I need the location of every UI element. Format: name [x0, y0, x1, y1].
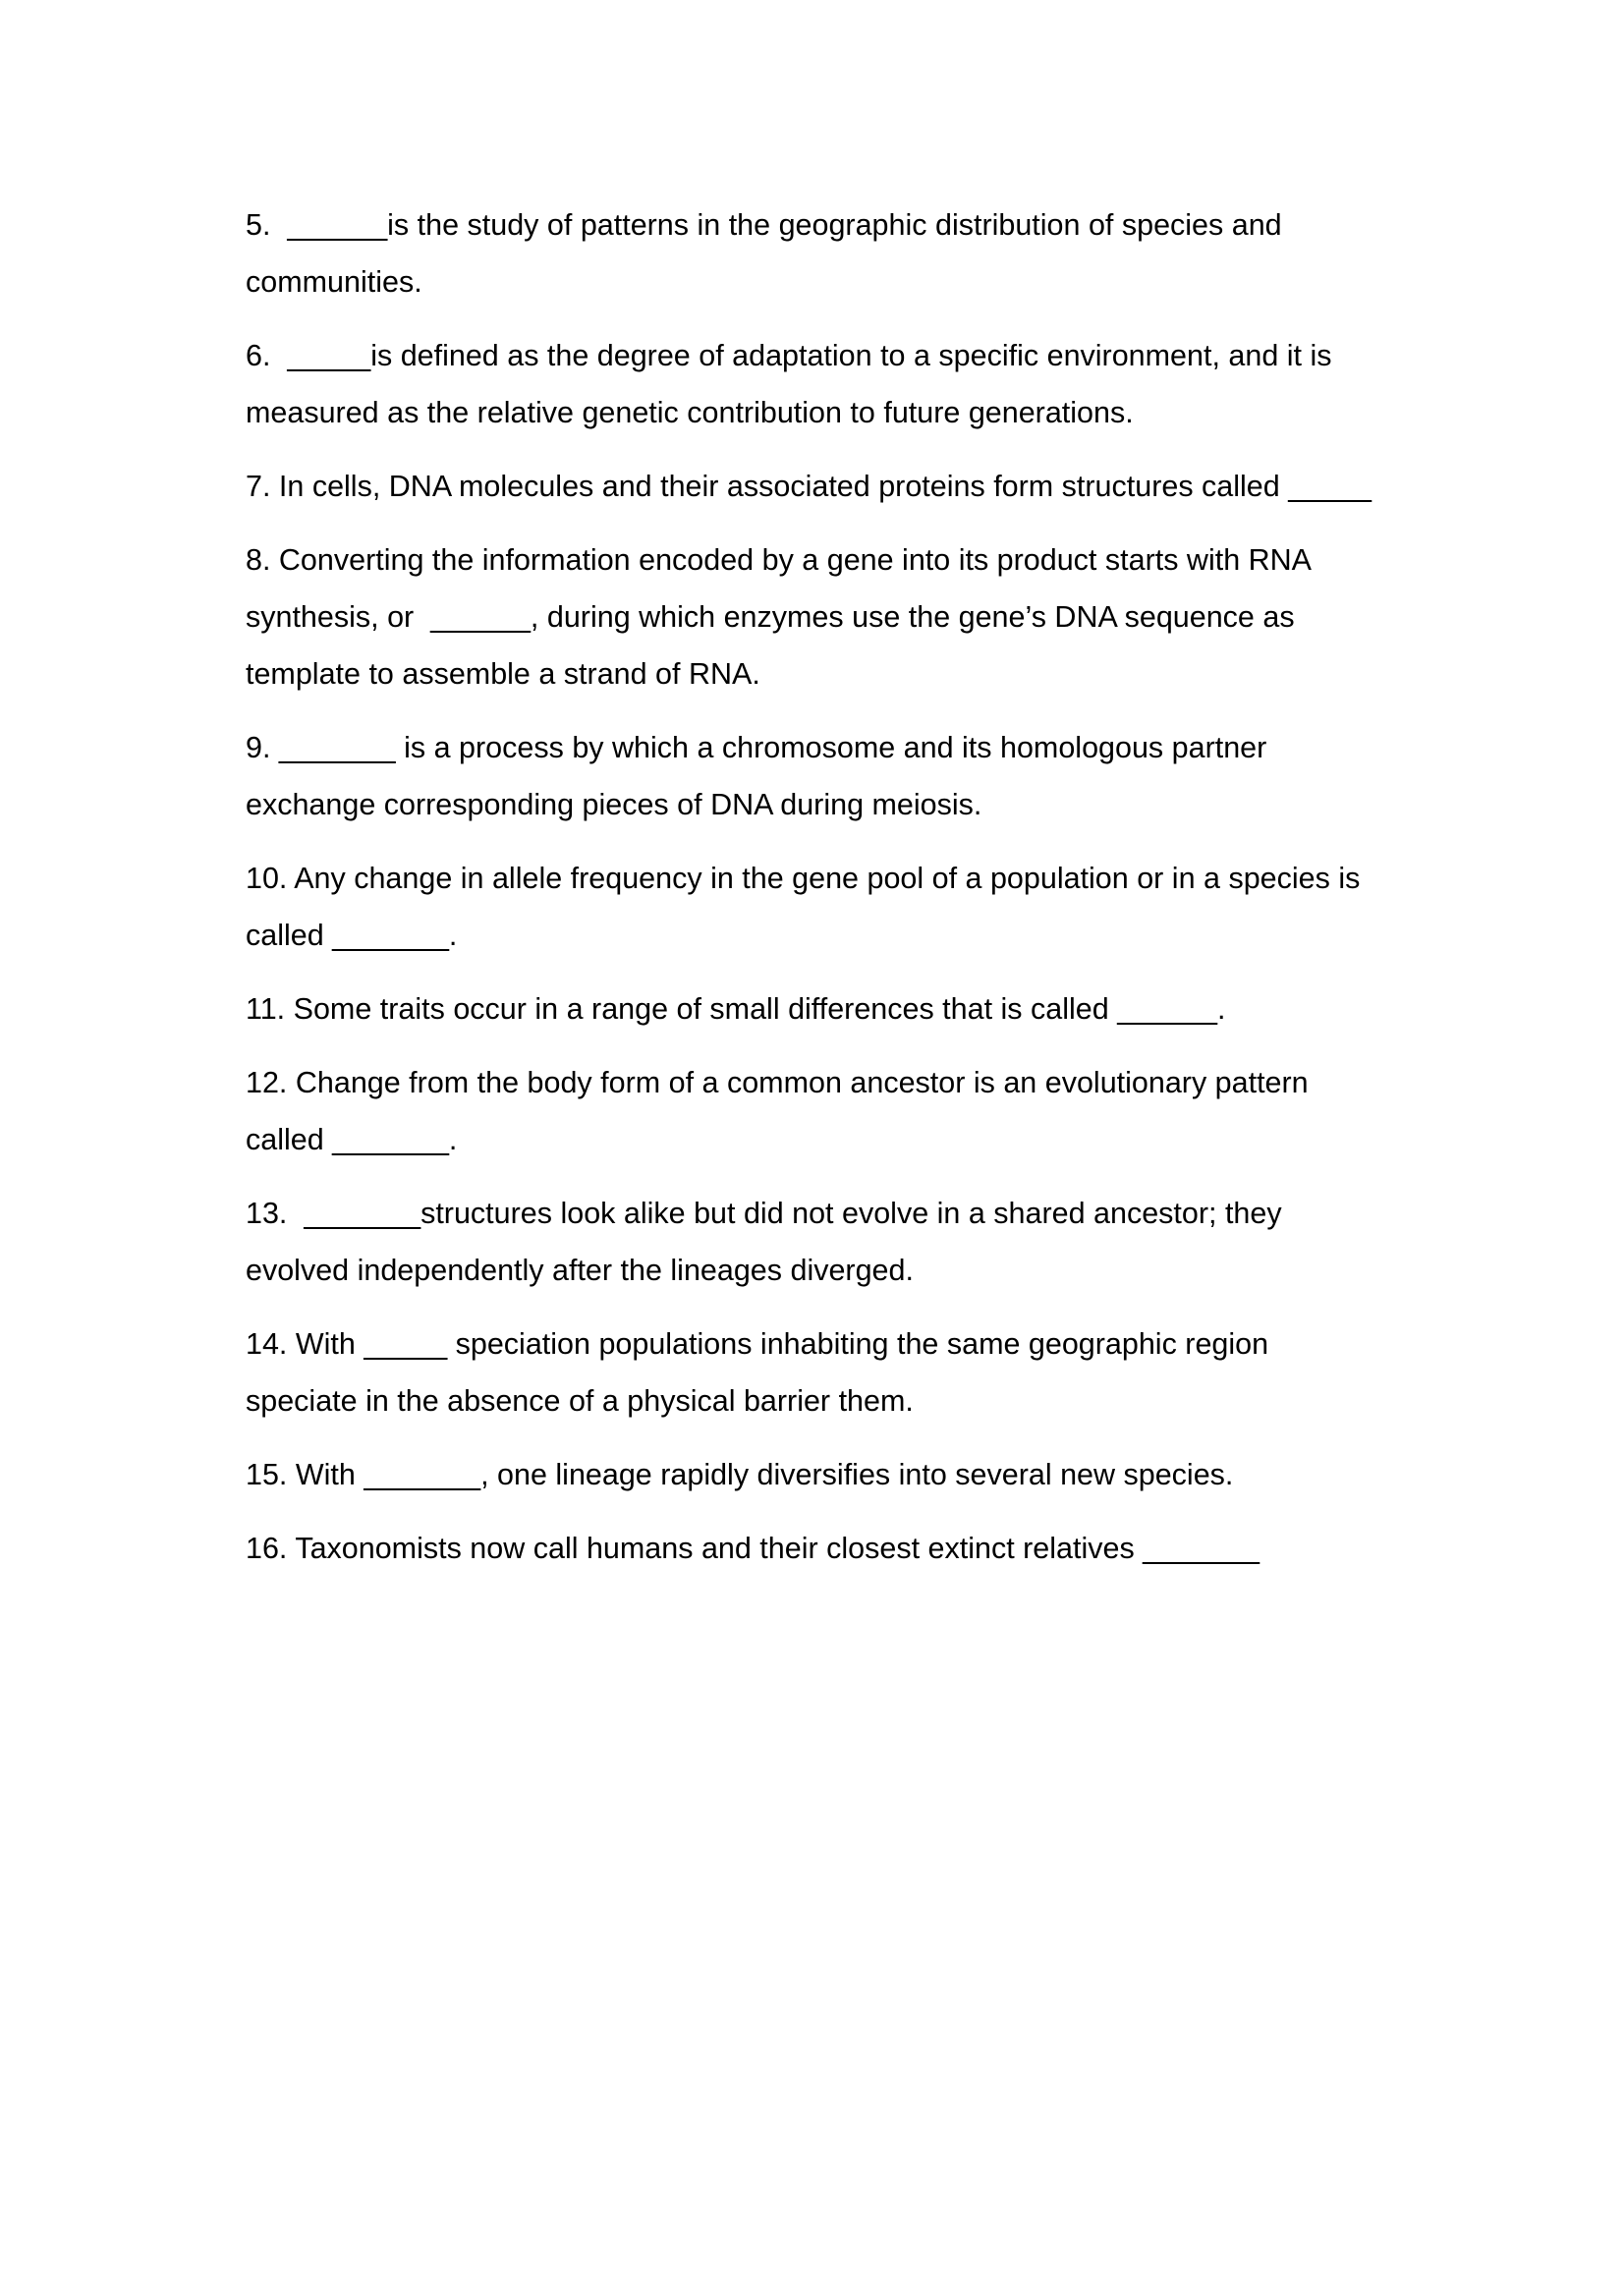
question-12: [246, 1054, 1503, 1168]
question-line: 7. In cells, DNA molecules and their associated proteins form structures called _____: [246, 470, 1372, 503]
question-line: template to assemble a strand of RNA.: [246, 657, 760, 691]
question-15: [246, 1446, 1503, 1503]
question-line: 11. Some traits occur in a range of small differences that is called ______.: [246, 992, 1226, 1026]
question-line: evolved independently after the lineages diverged.: [246, 1254, 914, 1287]
question-10: [246, 850, 1503, 964]
question-14: [246, 1315, 1503, 1429]
question-13: [246, 1185, 1503, 1299]
question-line: 15. With _______, one lineage rapidly diversifies into several new species.: [246, 1458, 1234, 1491]
question-line: speciate in the absence of a physical barrier them.: [246, 1384, 914, 1418]
question-line: 12. Change from the body form of a common ancestor is an evolutionary pattern: [246, 1066, 1309, 1099]
question-16: [246, 1520, 1503, 1577]
question-line: called _______.: [246, 919, 458, 952]
question-line: exchange corresponding pieces of DNA during meiosis.: [246, 788, 982, 821]
question-11: [246, 980, 1503, 1037]
question-line: 8. Converting the information encoded by a gene into its product starts with RNA: [246, 543, 1313, 577]
question-line: 9. _______ is a process by which a chromosome and its homologous partner: [246, 731, 1267, 764]
question-line: communities.: [246, 265, 422, 299]
question-line: 5. ______is the study of patterns in the geographic distribution of species and: [246, 208, 1282, 242]
questions-list: [246, 196, 1503, 1594]
question-line: 6. _____is defined as the degree of adaptation to a specific environment, and it is: [246, 339, 1332, 372]
question-6: [246, 327, 1503, 441]
question-line: 10. Any change in allele frequency in the gene pool of a population or in a species is: [246, 862, 1361, 895]
question-line: called _______.: [246, 1123, 458, 1156]
question-8: [246, 532, 1503, 702]
question-9: [246, 719, 1503, 833]
question-line: 13. _______structures look alike but did not evolve in a shared ancestor; they: [246, 1197, 1282, 1230]
question-7: [246, 458, 1503, 515]
question-line: synthesis, or ______, during which enzymes use the gene’s DNA sequence as: [246, 600, 1295, 634]
question-line: 16. Taxonomists now call humans and their closest extinct relatives _______: [246, 1532, 1260, 1565]
question-line: 14. With _____ speciation populations inhabiting the same geographic region: [246, 1327, 1269, 1361]
question-5: [246, 196, 1503, 310]
question-line: measured as the relative genetic contribution to future generations.: [246, 396, 1134, 429]
